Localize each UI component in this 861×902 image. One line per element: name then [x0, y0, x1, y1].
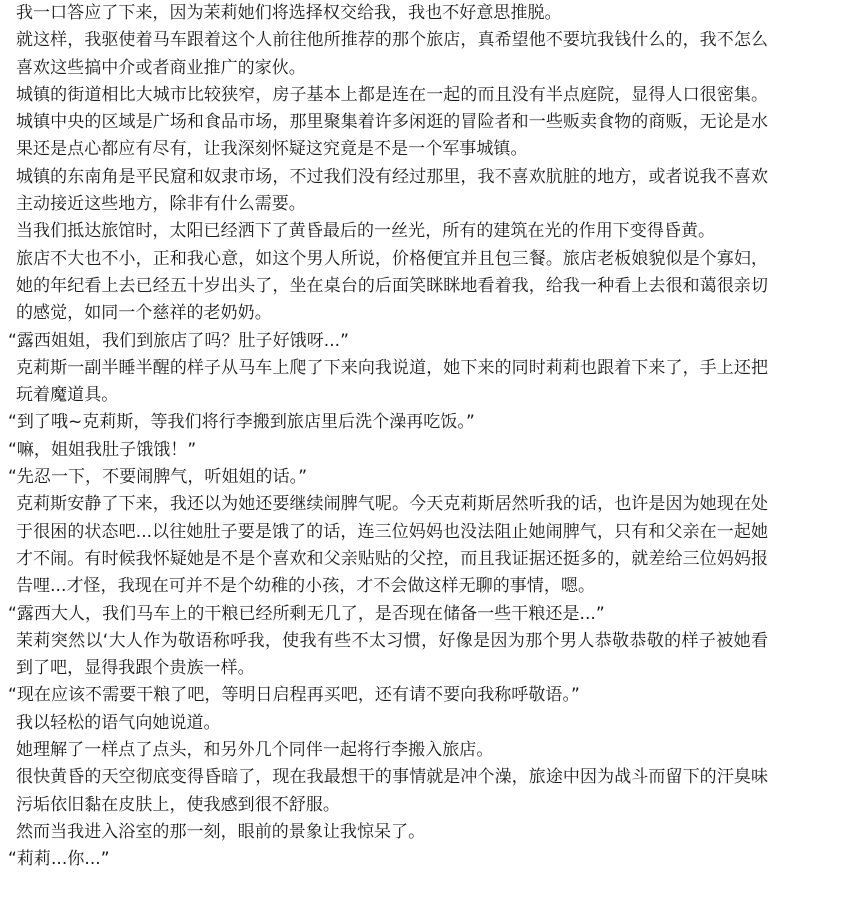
- paragraph-20: “莉莉...你...”: [8, 849, 110, 870]
- paragraph-15: “现在应该不需要干粮了吧，等明日启程再买吧，还有请不要向我称呼敬语。”: [8, 685, 580, 706]
- paragraph-13: “露西大人，我们马车上的干粮已经所剩无几了，是否现在储备一些干粮还是...”: [8, 603, 605, 624]
- paragraph-10: “嘛，姐姐我肚子饿饿！”: [8, 439, 197, 460]
- paragraph-11: “先忍一下，不要闹脾气，听姐姐的话。”: [8, 467, 308, 488]
- paragraph-17: 她理解了一样点了点头，和另外几个同伴一起将行李搬入旅店。: [16, 740, 494, 761]
- paragraph-12: 克莉斯安静了下来，我还以为她还要继续闹脾气呢。今天克莉斯居然听我的话，也许是因为她现在处于很困的状态吧...以往她肚子要是饿了的话，连三位妈妈也没法阻止她闹脾气，只有和父亲在一起她才不闹。有时候我怀疑她是不是个喜欢和父亲贴贴的父控，而且我证据还挺多的，就差给三位妈妈报告哩...才怪，我现在可并不是个幼稚的小孩，才不会做这样无聊的事情，嗯。: [16, 494, 768, 597]
- paragraph-7: “露西姐姐，我们到旅店了吗？肚子好饿呀...”: [8, 330, 349, 351]
- paragraph-18: 很快黄昏的天空彻底变得昏暗了，现在我最想干的事情就是冲个澡，旅途中因为战斗而留下的汗臭味污垢依旧黏在皮肤上，使我感到很不舒服。: [16, 767, 768, 815]
- paragraph-9: “到了哦~克莉斯，等我们将行李搬到旅店里后洗个澡再吃饭。”: [8, 412, 475, 433]
- paragraph-3: 城镇的街道相比大城市比较狭窄，房子基本上都是连在一起的而且没有半点庭院，显得人口很密集。城镇中央的区域是广场和食品市场，那里聚集着许多闲逛的冒险者和一些贩卖食物的商贩，无论是水果还是点心都应有尽有，让我深刻怀疑这究竟是不是一个军事城镇。: [16, 84, 768, 160]
- paragraph-1: 我一口答应了下来，因为茉莉她们将选择权交给我，我也不好意思推脱。: [16, 3, 562, 23]
- paragraph-5: 当我们抵达旅馆时，太阳已经洒下了黄昏最后的一丝光，所有的建筑在光的作用下变得昏黄。: [16, 221, 716, 242]
- story-text: [8, 0, 768, 874]
- paragraph-16: 我以轻松的语气向她说道。: [16, 712, 221, 733]
- paragraph-8: 克莉斯一副半睡半醒的样子从马车上爬了下来向我说道，她下来的同时莉莉也跟着下来了，手上还把玩着魔道具。: [16, 357, 768, 406]
- paragraph-14: 茉莉突然以‘大人作为敬语称呼我，使我有些不太习惯，好像是因为那个男人恭敬恭敬的样子被她看到了吧，显得我跟个贵族一样。: [16, 630, 768, 679]
- paragraph-4: 城镇的东南角是平民窟和奴隶市场，不过我们没有经过那里，我不喜欢肮脏的地方，或者说我不喜欢主动接近这些地方，除非有什么需要。: [16, 166, 768, 215]
- paragraph-6: 旅店不大也不小，正和我心意，如这个男人所说，价格便宜并且包三餐。旅店老板娘貌似是个寡妇，她的年纪看上去已经五十岁出头了，坐在桌台的后面笑眯眯地看着我，给我一种看上去很和蔼很亲切的感觉，如同一个慈祥的老奶奶。: [16, 248, 768, 324]
- paragraph-2: 就这样，我驱使着马车跟着这个人前往他所推荐的那个旅店，真希望他不要坑我钱什么的，我不怎么喜欢这些搞中介或者商业推广的家伙。: [16, 30, 768, 78]
- paragraph-19: 然而当我进入浴室的那一刻，眼前的景象让我惊呆了。: [16, 821, 426, 842]
